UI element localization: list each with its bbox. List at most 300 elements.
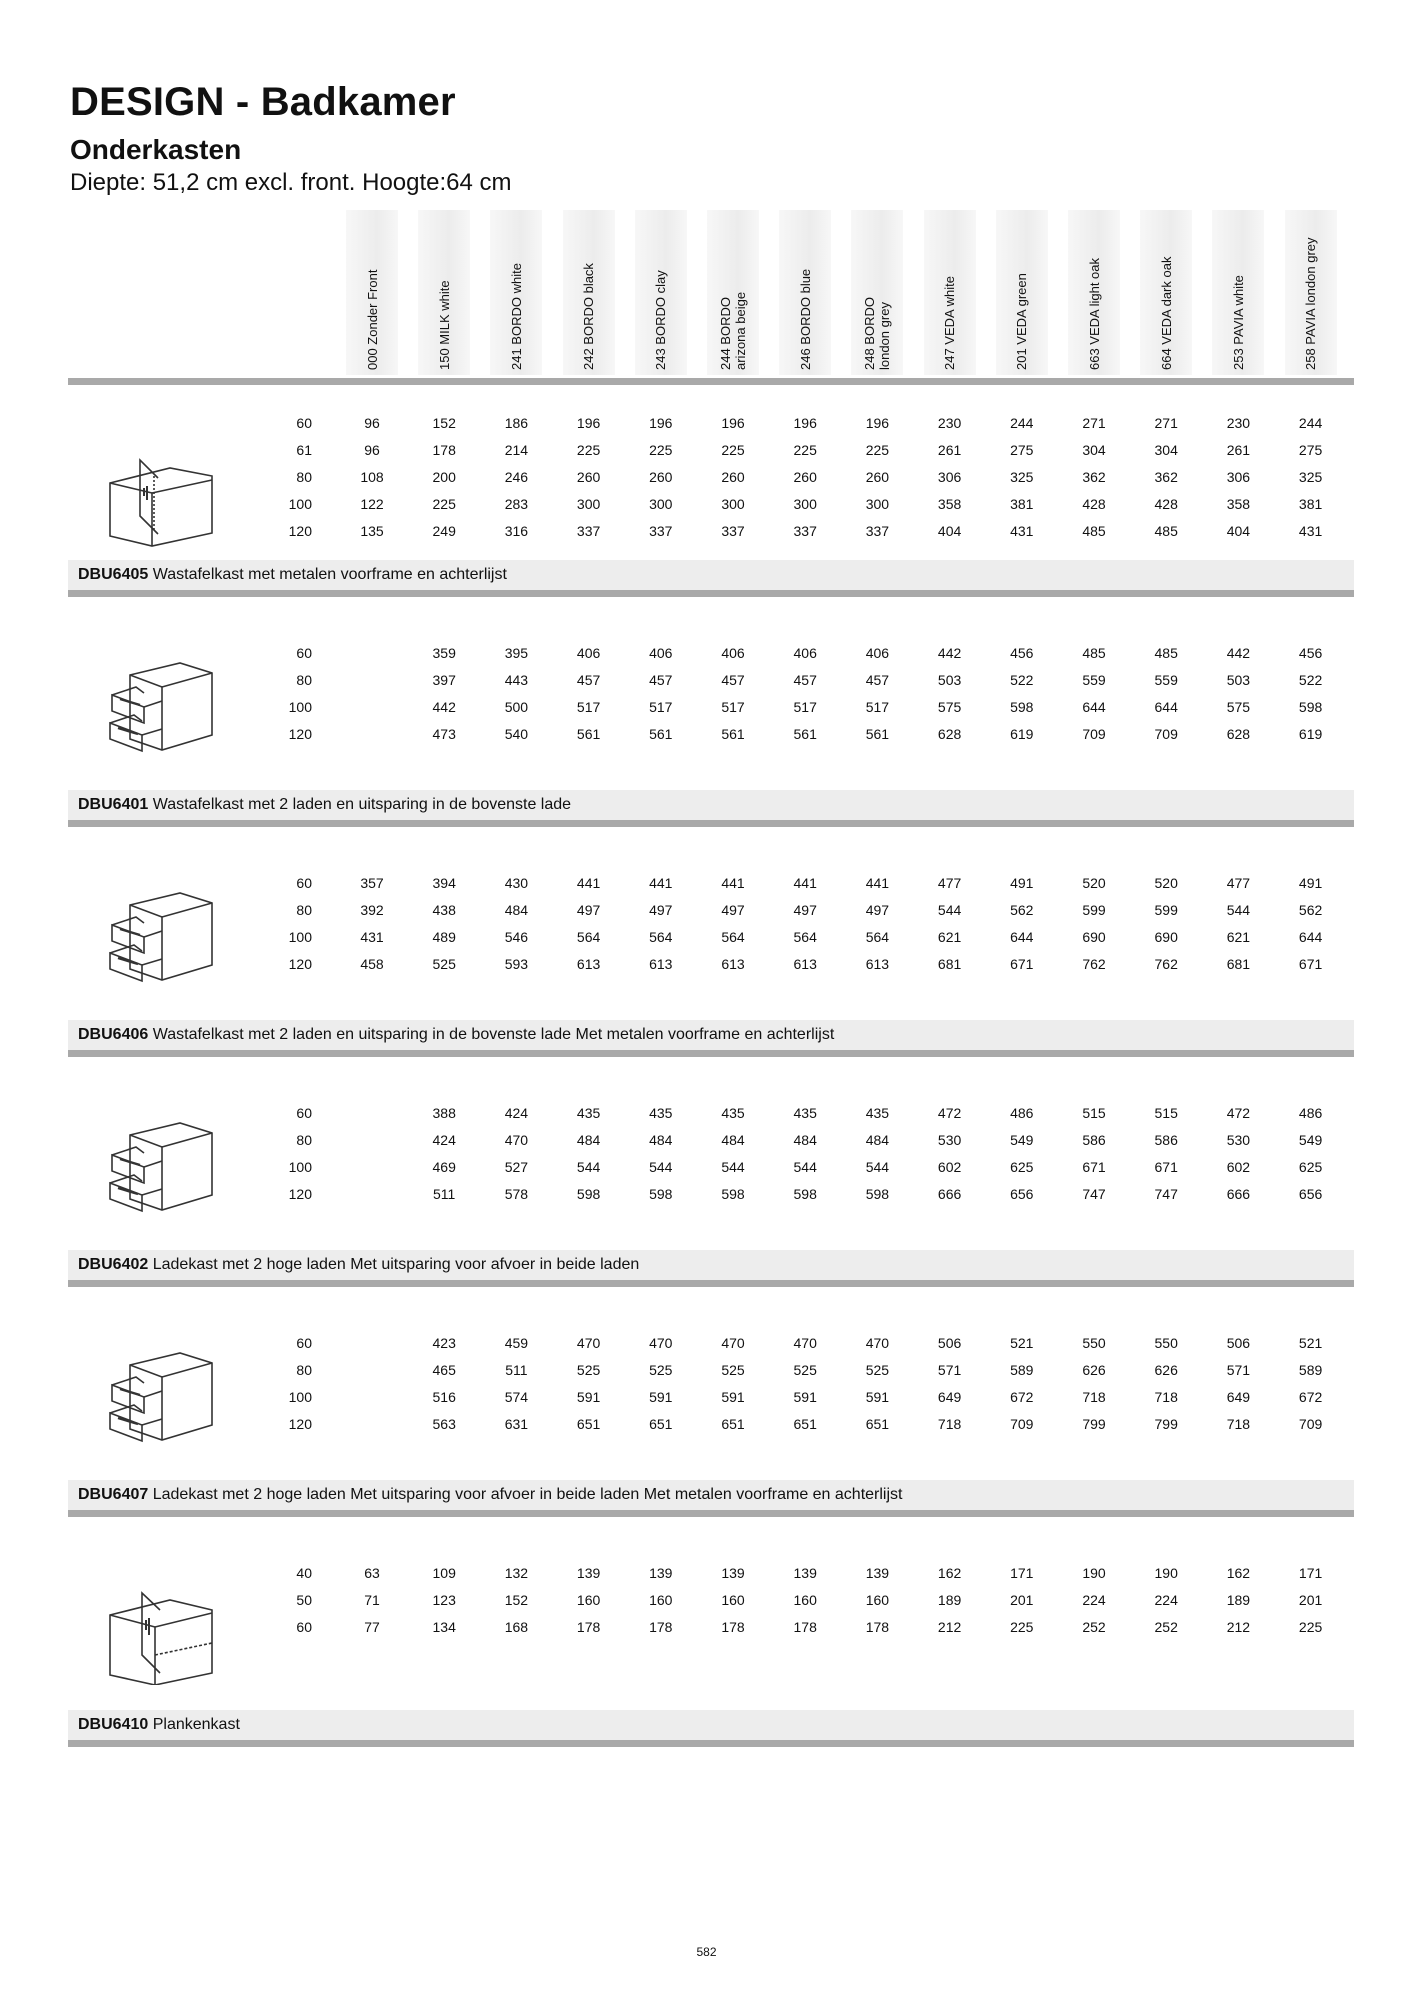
price-cell: 540: [504, 726, 529, 742]
price-cell: 485: [1082, 523, 1106, 539]
price-cell: 71: [364, 1592, 380, 1608]
price-cell: 522: [1010, 672, 1034, 688]
table-row: [0, 721, 1413, 748]
price-cell: 472: [937, 1105, 962, 1121]
price-cell: 477: [937, 875, 962, 891]
price-cell: 672: [1010, 1389, 1034, 1405]
price-cell: 442: [1226, 645, 1251, 661]
price-cell: 196: [721, 415, 745, 431]
column-label: [862, 297, 892, 370]
price-cell: 525: [721, 1362, 745, 1378]
price-cell: 230: [1226, 415, 1251, 431]
width-cell: 60: [296, 875, 312, 891]
price-cell: 589: [1010, 1362, 1034, 1378]
price-cell: 598: [721, 1186, 745, 1202]
price-cell: 152: [504, 1592, 529, 1608]
price-cell: 602: [1226, 1159, 1251, 1175]
price-cell: 178: [432, 442, 456, 458]
price-cell: 224: [1082, 1592, 1106, 1608]
column-label: [437, 280, 452, 370]
price-cell: 489: [432, 929, 456, 945]
price-cell: 96: [364, 415, 380, 431]
price-cell: 442: [432, 699, 456, 715]
product-description: Ladekast met 2 hoge laden Met uitsparing voor afvoer in beide laden Met metalen voorframe en achterlijst: [152, 1486, 903, 1503]
section-divider: [68, 820, 1354, 827]
section-divider: [68, 1740, 1354, 1747]
price-cell: 337: [865, 523, 890, 539]
price-cell: 139: [576, 1565, 601, 1581]
price-cell: 525: [432, 956, 456, 972]
price-cell: 666: [1226, 1186, 1251, 1202]
price-cell: 470: [576, 1335, 601, 1351]
price-cell: 196: [649, 415, 673, 431]
width-cell: 120: [288, 1416, 312, 1432]
price-cell: 162: [937, 1565, 962, 1581]
price-cell: 132: [504, 1565, 529, 1581]
price-cell: 470: [793, 1335, 817, 1351]
product-code: DBU6410: [78, 1716, 149, 1733]
price-cell: 599: [1082, 902, 1106, 918]
width-cell: 100: [288, 1389, 312, 1405]
price-cell: 486: [1010, 1105, 1034, 1121]
width-cell: 120: [288, 523, 312, 539]
table-row: [0, 491, 1413, 518]
product-caption: [78, 1020, 834, 1050]
price-cell: 404: [937, 523, 962, 539]
price-cell: 260: [865, 469, 890, 485]
price-cell: 441: [576, 875, 601, 891]
price-cell: 435: [721, 1105, 745, 1121]
price-cell: 564: [721, 929, 745, 945]
width-cell: 60: [296, 415, 312, 431]
price-cell: 593: [504, 956, 529, 972]
width-cell: 100: [288, 1159, 312, 1175]
price-cell: 497: [865, 902, 890, 918]
price-cell: 563: [432, 1416, 456, 1432]
price-cell: 316: [504, 523, 529, 539]
product-caption: [78, 1710, 240, 1740]
price-cell: 300: [793, 496, 817, 512]
price-cell: 458: [360, 956, 384, 972]
price-cell: 225: [1010, 1619, 1034, 1635]
price-cell: 394: [432, 875, 456, 891]
price-cell: 599: [1154, 902, 1178, 918]
price-cell: 564: [576, 929, 601, 945]
price-cell: 544: [937, 902, 962, 918]
price-cell: 521: [1010, 1335, 1034, 1351]
width-cell: 60: [296, 1619, 312, 1635]
price-cell: 406: [865, 645, 890, 661]
column-label-line: 247 VEDA white: [942, 276, 958, 370]
price-cell: 562: [1298, 902, 1323, 918]
price-cell: 525: [793, 1362, 817, 1378]
price-cell: 457: [649, 672, 673, 688]
price-cell: 709: [1010, 1416, 1034, 1432]
price-cell: 406: [576, 645, 601, 661]
price-cell: 457: [865, 672, 890, 688]
price-cell: 96: [364, 442, 380, 458]
price-cell: 358: [1226, 496, 1251, 512]
price-cell: 671: [1010, 956, 1034, 972]
price-cell: 357: [360, 875, 384, 891]
price-cell: 435: [865, 1105, 890, 1121]
page-subtitle: Onderkasten: [70, 134, 242, 165]
price-cell: 544: [1226, 902, 1251, 918]
product-code: DBU6407: [78, 1486, 149, 1503]
price-cell: 337: [649, 523, 673, 539]
price-cell: 397: [432, 672, 456, 688]
price-cell: 747: [1154, 1186, 1178, 1202]
price-cell: 171: [1298, 1565, 1323, 1581]
price-cell: 109: [432, 1565, 456, 1581]
price-cell: 435: [576, 1105, 601, 1121]
column-header: [0, 200, 1413, 372]
price-cell: 362: [1154, 469, 1178, 485]
table-row: [0, 640, 1413, 667]
product-description: Wastafelkast met 2 laden en uitsparing in de bovenste lade: [152, 796, 572, 813]
price-cell: 718: [1082, 1389, 1106, 1405]
price-cell: 485: [1154, 523, 1178, 539]
price-cell: 212: [1226, 1619, 1251, 1635]
price-cell: 442: [937, 645, 962, 661]
price-cell: 718: [937, 1416, 962, 1432]
price-cell: 424: [504, 1105, 529, 1121]
price-cell: 200: [432, 469, 456, 485]
price-cell: 672: [1298, 1389, 1323, 1405]
price-cell: 271: [1154, 415, 1178, 431]
width-cell: 80: [296, 902, 312, 918]
price-cell: 549: [1010, 1132, 1034, 1148]
price-cell: 681: [937, 956, 962, 972]
price-cell: 224: [1154, 1592, 1178, 1608]
price-cell: 651: [576, 1416, 601, 1432]
price-cell: 225: [649, 442, 673, 458]
product-code: DBU6405: [78, 566, 149, 583]
price-cell: 201: [1010, 1592, 1034, 1608]
column-label: [798, 269, 813, 370]
price-cell: 362: [1082, 469, 1106, 485]
column-label-line: london grey: [877, 302, 893, 370]
price-cell: 63: [364, 1565, 380, 1581]
price-cell: 470: [865, 1335, 890, 1351]
price-cell: 381: [1010, 496, 1034, 512]
price-cell: 574: [504, 1389, 529, 1405]
price-cell: 598: [793, 1186, 817, 1202]
price-cell: 571: [1226, 1362, 1251, 1378]
price-cell: 431: [360, 929, 384, 945]
price-cell: 619: [1010, 726, 1034, 742]
table-row: [0, 1560, 1413, 1587]
width-cell: 100: [288, 929, 312, 945]
price-cell: 484: [504, 902, 529, 918]
price-cell: 591: [576, 1389, 601, 1405]
price-cell: 392: [360, 902, 384, 918]
column-label-line: 150 MILK white: [436, 280, 452, 370]
price-cell: 651: [649, 1416, 673, 1432]
table-row: [0, 1411, 1413, 1438]
product-caption: [78, 560, 507, 590]
column-label: [653, 270, 668, 370]
price-cell: 304: [1154, 442, 1178, 458]
price-cell: 709: [1298, 1416, 1323, 1432]
table-row: [0, 1614, 1413, 1641]
table-row: [0, 464, 1413, 491]
table-row: [0, 1384, 1413, 1411]
price-cell: 160: [576, 1592, 601, 1608]
price-cell: 244: [1298, 415, 1323, 431]
price-cell: 178: [793, 1619, 817, 1635]
table-row: [0, 1181, 1413, 1208]
price-cell: 525: [576, 1362, 601, 1378]
price-cell: 517: [576, 699, 601, 715]
product-code: DBU6402: [78, 1256, 149, 1273]
width-cell: 60: [296, 645, 312, 661]
price-cell: 168: [504, 1619, 529, 1635]
price-cell: 613: [576, 956, 601, 972]
price-cell: 261: [937, 442, 962, 458]
price-cell: 225: [721, 442, 745, 458]
table-row: [0, 1357, 1413, 1384]
section-divider: [68, 1280, 1354, 1287]
page-number: 582: [696, 1945, 717, 1959]
section-divider: [68, 1050, 1354, 1057]
price-cell: 300: [576, 496, 601, 512]
price-cell: 671: [1082, 1159, 1106, 1175]
price-cell: 625: [1298, 1159, 1323, 1175]
price-cell: 799: [1082, 1416, 1106, 1432]
price-cell: 709: [1154, 726, 1178, 742]
price-cell: 517: [865, 699, 890, 715]
price-cell: 602: [937, 1159, 962, 1175]
price-cell: 561: [576, 726, 601, 742]
price-cell: 473: [432, 726, 456, 742]
price-cell: 139: [721, 1565, 745, 1581]
price-cell: 544: [576, 1159, 601, 1175]
price-cell: 564: [793, 929, 817, 945]
price-cell: 497: [793, 902, 817, 918]
price-cell: 799: [1154, 1416, 1178, 1432]
price-cell: 134: [432, 1619, 456, 1635]
product-description: Wastafelkast met metalen voorframe en achterlijst: [152, 566, 507, 583]
price-cell: 249: [432, 523, 456, 539]
price-cell: 108: [360, 469, 384, 485]
price-cell: 306: [937, 469, 962, 485]
width-cell: 100: [288, 699, 312, 715]
product-caption: [78, 1250, 639, 1280]
price-cell: 511: [505, 1362, 528, 1378]
price-cell: 644: [1154, 699, 1178, 715]
price-cell: 561: [865, 726, 890, 742]
price-cell: 564: [865, 929, 890, 945]
width-cell: 120: [288, 1186, 312, 1202]
price-cell: 477: [1226, 875, 1251, 891]
price-cell: 160: [793, 1592, 817, 1608]
price-cell: 337: [576, 523, 601, 539]
page-title: DESIGN - Badkamer: [70, 80, 456, 124]
product-caption: [78, 790, 571, 820]
price-cell: 484: [793, 1132, 817, 1148]
price-cell: 260: [793, 469, 817, 485]
price-cell: 484: [649, 1132, 673, 1148]
price-cell: 212: [937, 1619, 962, 1635]
column-label: [365, 270, 380, 370]
price-cell: 709: [1082, 726, 1106, 742]
table-row: [0, 667, 1413, 694]
price-cell: 649: [1226, 1389, 1251, 1405]
width-cell: 50: [296, 1592, 312, 1608]
column-label: [1159, 257, 1174, 370]
column-label-line: 243 BORDO clay: [653, 270, 669, 370]
price-cell: 690: [1154, 929, 1178, 945]
price-cell: 626: [1082, 1362, 1106, 1378]
width-cell: 80: [296, 469, 312, 485]
price-cell: 139: [865, 1565, 890, 1581]
price-cell: 506: [937, 1335, 962, 1351]
price-cell: 530: [1226, 1132, 1251, 1148]
price-cell: 517: [649, 699, 673, 715]
price-cell: 160: [865, 1592, 890, 1608]
price-cell: 525: [865, 1362, 890, 1378]
price-cell: 225: [793, 442, 817, 458]
price-cell: 428: [1154, 496, 1178, 512]
price-cell: 406: [721, 645, 745, 661]
price-cell: 656: [1298, 1186, 1323, 1202]
table-row: [0, 1100, 1413, 1127]
price-cell: 486: [1298, 1105, 1323, 1121]
price-cell: 681: [1226, 956, 1251, 972]
price-cell: 500: [504, 699, 529, 715]
price-cell: 423: [432, 1335, 456, 1351]
width-cell: 40: [296, 1565, 312, 1581]
section-divider: [68, 590, 1354, 597]
price-cell: 300: [721, 496, 745, 512]
column-label-line: 663 VEDA light oak: [1086, 257, 1102, 370]
price-cell: 122: [360, 496, 384, 512]
price-cell: 457: [576, 672, 601, 688]
price-cell: 196: [865, 415, 890, 431]
column-label: [942, 276, 957, 370]
price-cell: 656: [1010, 1186, 1034, 1202]
price-cell: 598: [1010, 699, 1034, 715]
price-cell: 544: [793, 1159, 817, 1175]
price-cell: 598: [1298, 699, 1323, 715]
price-cell: 485: [1154, 645, 1178, 661]
price-cell: 300: [865, 496, 890, 512]
price-cell: 178: [865, 1619, 890, 1635]
price-cell: 261: [1226, 442, 1251, 458]
width-cell: 80: [296, 672, 312, 688]
price-cell: 561: [721, 726, 745, 742]
price-cell: 435: [793, 1105, 817, 1121]
price-cell: 470: [649, 1335, 673, 1351]
width-cell: 60: [296, 1335, 312, 1351]
price-cell: 201: [1298, 1592, 1323, 1608]
price-cell: 431: [1298, 523, 1323, 539]
price-cell: 628: [1226, 726, 1251, 742]
price-cell: 214: [504, 442, 529, 458]
price-cell: 484: [721, 1132, 745, 1148]
price-cell: 544: [721, 1159, 745, 1175]
table-row: [0, 1127, 1413, 1154]
column-label-line: 246 BORDO blue: [797, 268, 813, 370]
price-cell: 718: [1154, 1389, 1178, 1405]
column-label-line: arizona beige: [733, 291, 748, 370]
price-cell: 621: [937, 929, 962, 945]
price-cell: 497: [576, 902, 601, 918]
table-row: [0, 518, 1413, 545]
price-cell: 485: [1082, 645, 1106, 661]
price-cell: 456: [1298, 645, 1323, 661]
price-cell: 690: [1082, 929, 1106, 945]
price-cell: 520: [1082, 875, 1106, 891]
page-description: Diepte: 51,2 cm excl. front. Hoogte:64 cm: [70, 169, 512, 196]
price-cell: 503: [1226, 672, 1251, 688]
table-row: [0, 437, 1413, 464]
column-label: [1087, 258, 1102, 370]
price-cell: 252: [1082, 1619, 1106, 1635]
price-cell: 135: [360, 523, 384, 539]
price-cell: 762: [1154, 956, 1178, 972]
header-divider: [68, 378, 1354, 385]
price-cell: 497: [721, 902, 745, 918]
price-cell: 561: [793, 726, 817, 742]
price-cell: 457: [793, 672, 817, 688]
price-cell: 225: [1298, 1619, 1323, 1635]
product-code: DBU6406: [78, 1026, 149, 1043]
price-cell: 598: [576, 1186, 601, 1202]
price-cell: 578: [504, 1186, 529, 1202]
price-cell: 621: [1226, 929, 1251, 945]
price-cell: 424: [432, 1132, 456, 1148]
price-cell: 511: [433, 1186, 456, 1202]
product-code: DBU6401: [78, 796, 149, 813]
price-cell: 139: [793, 1565, 817, 1581]
price-cell: 520: [1154, 875, 1178, 891]
price-cell: 651: [793, 1416, 817, 1432]
price-cell: 517: [721, 699, 745, 715]
price-cell: 503: [937, 672, 962, 688]
column-label-line: 201 VEDA green: [1014, 273, 1030, 370]
width-cell: 61: [296, 442, 312, 458]
price-cell: 515: [1082, 1105, 1106, 1121]
price-cell: 190: [1154, 1565, 1178, 1581]
price-cell: 388: [432, 1105, 456, 1121]
price-cell: 644: [1298, 929, 1323, 945]
table-row: [0, 694, 1413, 721]
price-cell: 613: [793, 956, 817, 972]
price-cell: 644: [1010, 929, 1034, 945]
price-cell: 225: [576, 442, 601, 458]
price-cell: 190: [1082, 1565, 1106, 1581]
column-label-line: 244 BORDO: [718, 297, 733, 370]
price-cell: 550: [1082, 1335, 1106, 1351]
price-cell: 497: [649, 902, 673, 918]
price-cell: 178: [576, 1619, 601, 1635]
price-cell: 550: [1154, 1335, 1178, 1351]
price-cell: 506: [1226, 1335, 1251, 1351]
price-cell: 628: [937, 726, 962, 742]
price-cell: 747: [1082, 1186, 1106, 1202]
price-cell: 562: [1010, 902, 1034, 918]
price-cell: 559: [1082, 672, 1106, 688]
price-cell: 598: [865, 1186, 890, 1202]
price-cell: 244: [1010, 415, 1034, 431]
price-cell: 613: [721, 956, 745, 972]
price-cell: 598: [649, 1186, 673, 1202]
product-description: Wastafelkast met 2 laden en uitsparing in de bovenste lade Met metalen voorframe en achterlijst: [152, 1026, 835, 1043]
price-cell: 522: [1298, 672, 1323, 688]
price-cell: 591: [649, 1389, 673, 1405]
